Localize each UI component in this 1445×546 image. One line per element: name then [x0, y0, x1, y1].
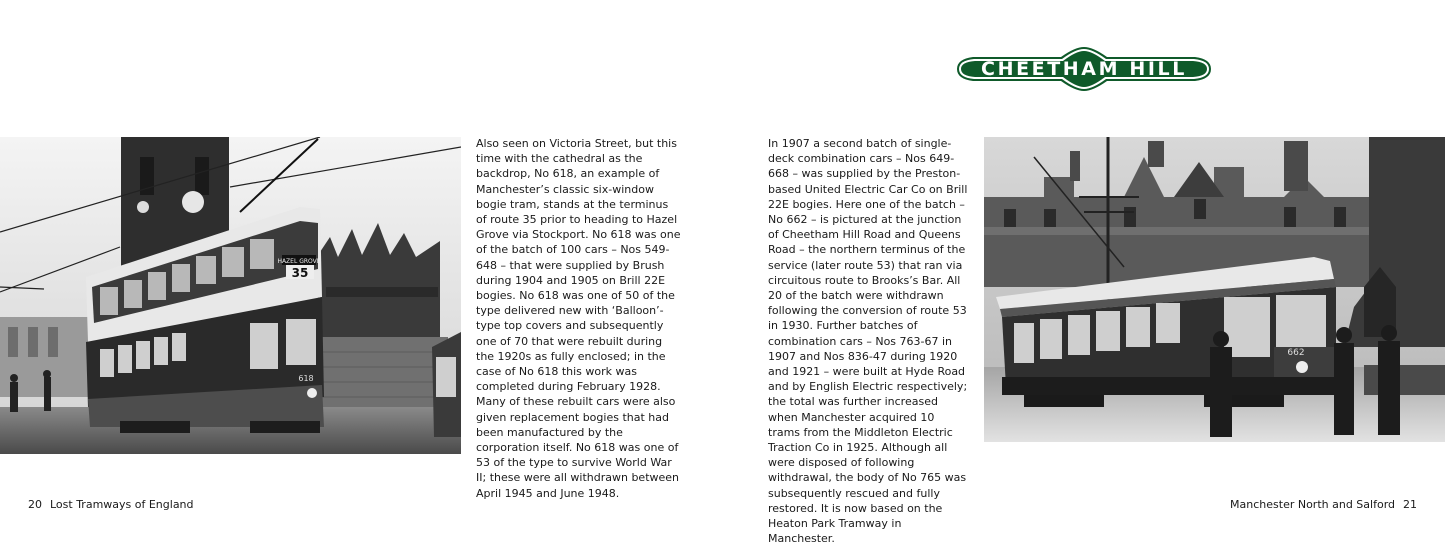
tram-662-photo-illustration: [984, 137, 1445, 442]
station-sign: [953, 47, 1215, 91]
caption-left-text: Also seen on Victoria Street, but this time with the cathedral as the backdrop, No 618, an example of Manchester’s classic six-window bogie tram, stands at the terminus of route 35 prior to heading to Hazel Grove via Stockport. No 618 was one of the batch of 100 cars – Nos 549-648 – that were supplied by Brush during 1904 and 1905 on Brill 22E bogies. No 618 was one of 50 of the type delivered new with ‘Balloon’-type top covers and subsequently one of 70 that were rebuilt during the 1920s as fully enclosed; in the case of No 618 this work was completed during February 1928. Many of these rebuilt cars were also given replacement bogies that had been manufactured by the corporation itself. No 618 was one of 53 of the type to survive World War II; these were all withdrawn between April 1945 and June 1948.: [476, 137, 681, 500]
caption-right: [768, 136, 968, 546]
clock-face: [182, 191, 204, 213]
page-number-right: 21: [1403, 498, 1417, 511]
page-number-left: 20: [28, 498, 42, 511]
photo-tram-662: [984, 137, 1445, 442]
route-number: 35: [291, 266, 309, 280]
destination-blind: HAZEL GROVE: [277, 258, 321, 265]
chapter-title: Manchester North and Salford: [1230, 498, 1395, 511]
folio-right: [1230, 498, 1417, 511]
tram-618-photo-illustration: [0, 137, 461, 454]
folio-left: [28, 498, 194, 511]
fleet-number: 618: [298, 374, 314, 383]
headlamp-662: [1296, 361, 1308, 373]
photo-tram-618: [0, 137, 461, 454]
fleet-number-662: 662: [1287, 348, 1305, 358]
headlamp: [307, 388, 317, 398]
book-title: Lost Tramways of England: [50, 498, 194, 511]
sign-label: CHEETHAM HILL: [981, 58, 1187, 80]
caption-left: [476, 136, 682, 501]
caption-right-text: In 1907 a second batch of single-deck combination cars – Nos 649-668 – was supplied by the Preston-based United Electric Car Co on Brill 22E bogies. Here one of the batch – No 662 – is pictured at the junction of Cheetham Hill Road and Queens Road – the northern terminus of the service (later route 53) that ran via circuitous route to Brooks’s Bar. All 20 of the batch were withdrawn following the conversion of route 53 in 1930. Further batches of combination cars – Nos 763-67 in 1907 and Nos 836-47 during 1920 and 1921 – were built at Hyde Road and by English Electric respectively; the total was further increased when Manchester acquired 10 trams from the Middleton Electric Traction Co in 1925. Although all were disposed of following withdrawal, the body of No 765 was subsequently rescued and fully restored. It is now based on the Heaton Park Tramway in Manchester.: [768, 137, 968, 546]
